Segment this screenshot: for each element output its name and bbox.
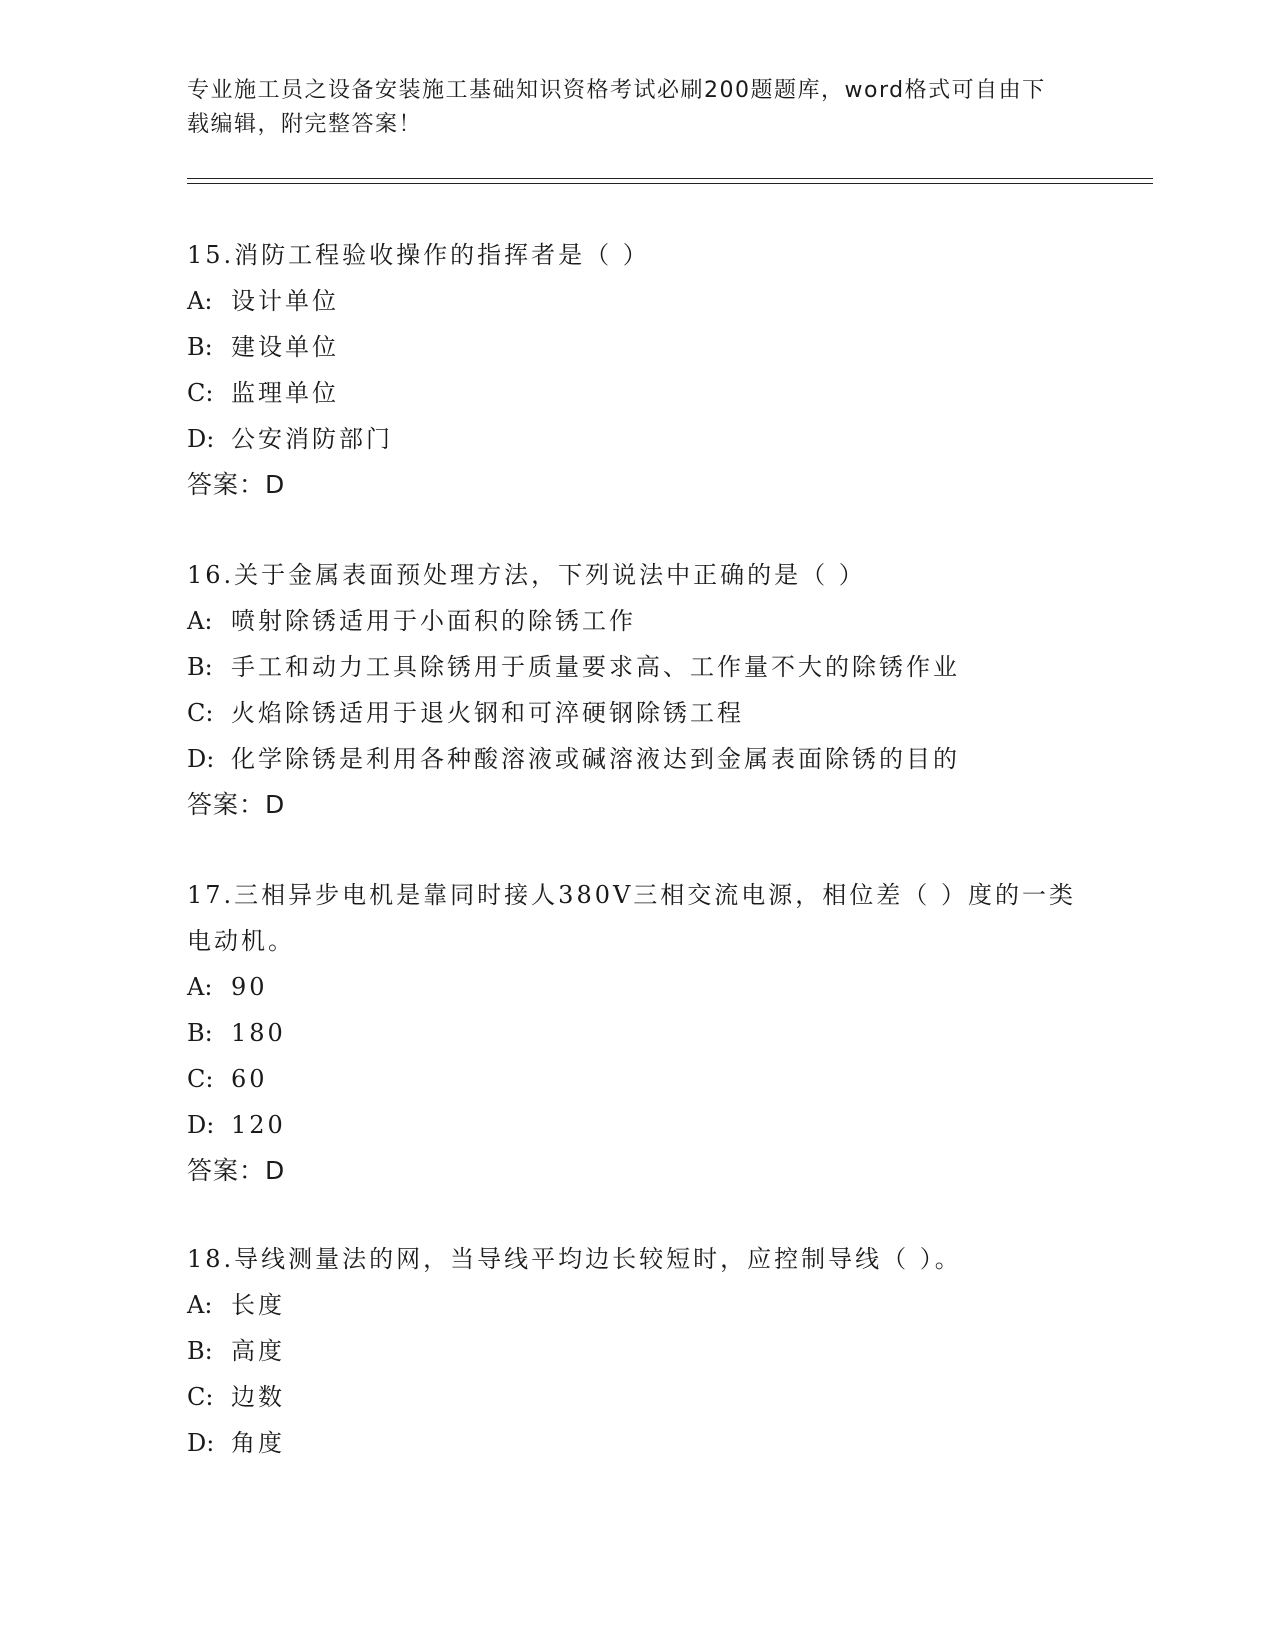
option-letter: C: [187,1065,214,1093]
option-b [187,1328,1087,1374]
answer-label: 答案： [187,470,266,499]
option-d [187,736,1087,782]
option-letter: A: [187,607,213,635]
option-letter: B: [187,1019,213,1047]
option-letter: A: [187,287,213,315]
question-stem: 消防工程验收操作的指挥者是（ ） [234,241,650,269]
option-d [187,1420,1087,1466]
option-letter: B: [187,653,213,681]
answer-value: D [265,470,286,499]
option-text: 喷射除锈适用于小面积的除锈工作 [231,607,636,635]
option-letter: C: [187,379,214,407]
option-letter: D: [187,1429,215,1457]
option-letter: B: [187,1337,213,1365]
answer-value: D [265,1156,286,1185]
option-a [187,598,1087,644]
header-divider-top [187,178,1153,179]
question-stem: 关于金属表面预处理方法，下列说法中正确的是（ ） [234,561,866,589]
option-text: 60 [231,1065,268,1093]
option-letter: D: [187,745,215,773]
question-17 [187,872,1087,1194]
option-a [187,278,1087,324]
answer-line [187,782,1087,828]
option-text: 手工和动力工具除锈用于质量要求高、工作量不大的除锈作业 [231,653,960,681]
question-15 [187,232,1087,508]
document-header: 专业施工员之设备安装施工基础知识资格考试必刷200题题库，word格式可自由下载编辑，附完整答案！ [187,78,1046,137]
option-text: 120 [231,1111,286,1139]
option-letter: D: [187,1111,215,1139]
question-stem: 三相异步电机是靠同时接人380V三相交流电源，相位差（ ）度的一类电动机。 [187,881,1076,955]
option-c [187,370,1087,416]
option-text: 90 [231,973,268,1001]
option-text: 角度 [231,1429,285,1457]
option-letter: A: [187,1291,213,1319]
option-text: 设计单位 [231,287,339,315]
answer-line [187,1148,1087,1194]
option-text: 180 [231,1019,286,1047]
option-letter: A: [187,973,213,1001]
question-number: 15. [187,241,235,269]
question-text [187,872,1087,964]
option-text: 监理单位 [231,379,339,407]
question-stem: 导线测量法的网，当导线平均边长较短时，应控制导线（ ）。 [234,1245,962,1273]
option-d [187,1102,1087,1148]
option-a [187,964,1087,1010]
option-text: 火焰除锈适用于退火钢和可淬硬钢除锈工程 [231,699,744,727]
answer-label: 答案： [187,790,266,819]
option-text: 长度 [231,1291,285,1319]
question-number: 16. [187,561,235,589]
option-letter: B: [187,333,213,361]
option-c [187,690,1087,736]
option-b [187,1010,1087,1056]
option-letter: C: [187,1383,214,1411]
option-text: 化学除锈是利用各种酸溶液或碱溶液达到金属表面除锈的目的 [231,745,960,773]
question-text [187,1236,1087,1282]
answer-value: D [265,790,286,819]
option-b [187,324,1087,370]
option-a [187,1282,1087,1328]
option-letter: C: [187,699,214,727]
answer-label: 答案： [187,1156,266,1185]
option-text: 公安消防部门 [231,425,393,453]
header-divider-bottom [187,183,1153,184]
question-16 [187,552,1087,828]
option-text: 建设单位 [231,333,339,361]
question-18 [187,1236,1087,1466]
question-text [187,552,1087,598]
option-text: 高度 [231,1337,285,1365]
answer-line [187,462,1087,508]
question-number: 17. [187,881,235,909]
question-number: 18. [187,1245,235,1273]
option-b [187,644,1087,690]
question-text [187,232,1087,278]
option-c [187,1056,1087,1102]
option-c [187,1374,1087,1420]
option-d [187,416,1087,462]
option-text: 边数 [231,1383,285,1411]
option-letter: D: [187,425,215,453]
